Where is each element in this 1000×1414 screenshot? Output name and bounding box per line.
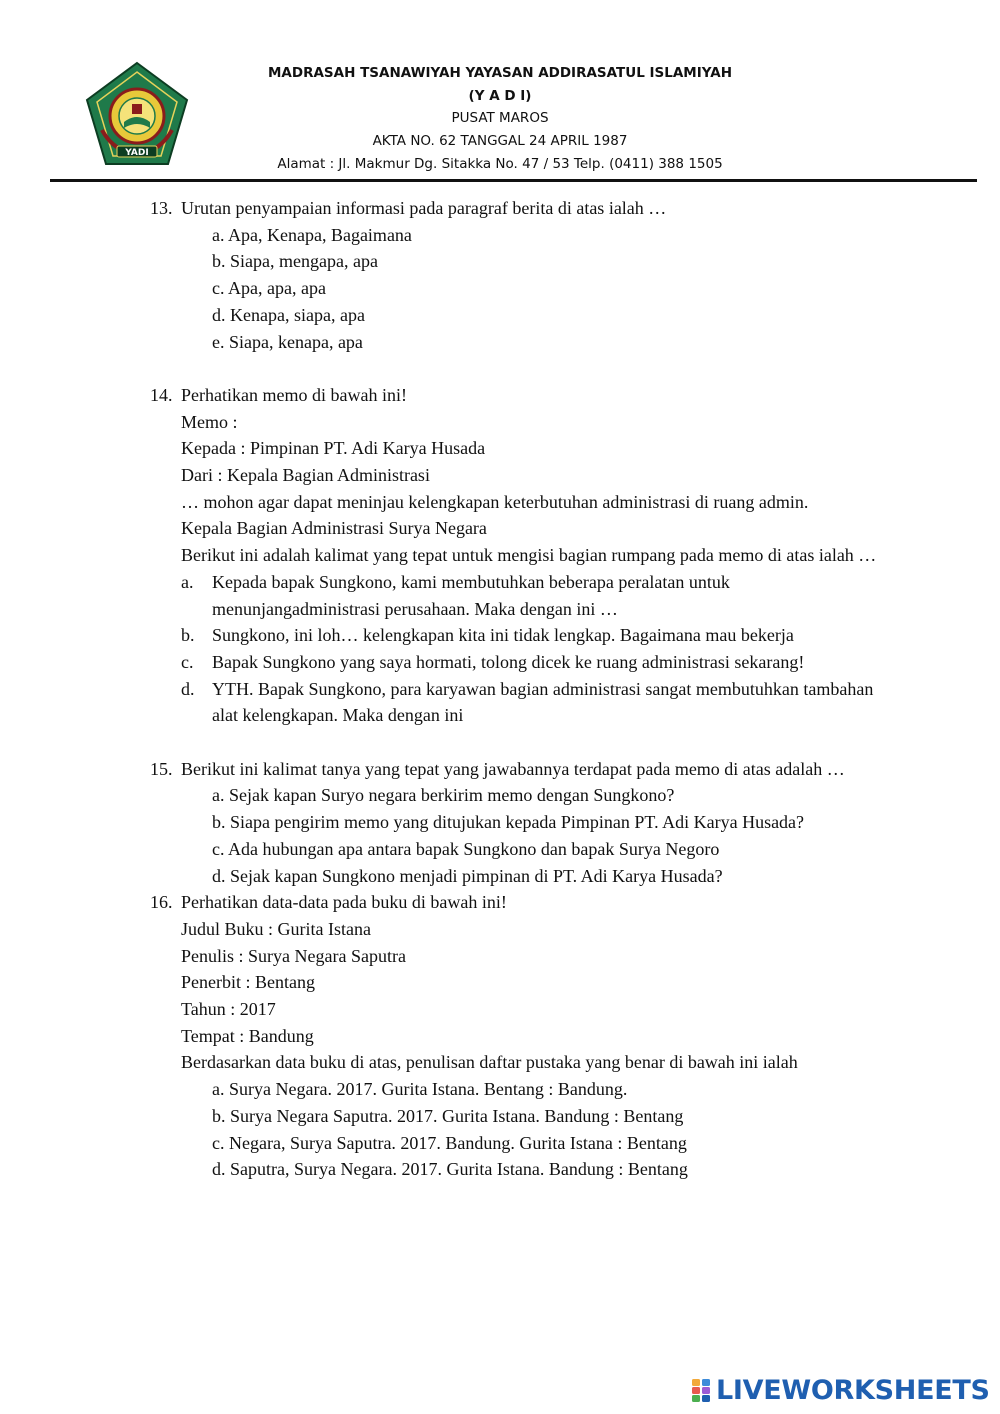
- question-number: 15.: [150, 758, 173, 779]
- option-b[interactable]: b. Surya Negara Saputra. 2017. Gurita Istana. Bandung : Bentang: [212, 1105, 684, 1126]
- question-text: Urutan penyampaian informasi pada paragraf berita di atas ialah …: [181, 198, 667, 218]
- book-publisher: Penerbit : Bentang: [181, 972, 315, 993]
- option-c[interactable]: c. Negara, Surya Saputra. 2017. Bandung. Gurita Istana : Bentang: [212, 1132, 687, 1153]
- memo-body: … mohon agar dapat meninjau kelengkapan keterbutuhan administrasi di ruang admin.: [181, 491, 809, 512]
- school-address: Alamat : Jl. Makmur Dg. Sitakka No. 47 / 53 Telp. (0411) 388 1505: [277, 155, 723, 172]
- option-letter: a.: [181, 571, 194, 592]
- question-13: [150, 195, 890, 355]
- option-a[interactable]: [181, 569, 890, 622]
- school-name: MADRASAH TSANAWIYAH YAYASAN ADDIRASATUL ISLAMIYAH: [267, 65, 732, 81]
- option-letter: b.: [181, 625, 195, 646]
- question-number: 13.: [150, 198, 173, 218]
- question-text: Perhatikan memo di bawah ini!: [181, 384, 407, 405]
- letterhead: [0, 0, 1000, 185]
- option-d[interactable]: d. Kenapa, siapa, apa: [212, 304, 365, 325]
- question-text: Perhatikan data-data pada buku di bawah ini!: [181, 892, 507, 913]
- letterhead-text: [200, 62, 800, 176]
- option-letter: c.: [181, 651, 194, 672]
- book-year: Tahun : 2017: [181, 999, 276, 1020]
- liveworksheets-icon: [692, 1379, 712, 1403]
- question-number: 14.: [150, 384, 173, 405]
- option-a[interactable]: a. Sejak kapan Suryo negara berkirim memo dengan Sungkono?: [212, 785, 675, 806]
- question-16: [150, 889, 890, 1183]
- option-a[interactable]: a. Apa, Kenapa, Bagaimana: [212, 224, 412, 245]
- option-text: YTH. Bapak Sungkono, para karyawan bagian administrasi sangat membutuhkan tambahan alat kelengkapan. Maka dengan ini: [212, 678, 874, 726]
- option-c[interactable]: c. Ada hubungan apa antara bapak Sungkono dan bapak Surya Negoro: [212, 838, 720, 859]
- option-a[interactable]: a. Surya Negara. 2017. Gurita Istana. Bentang : Bandung.: [212, 1079, 628, 1100]
- option-c[interactable]: [181, 649, 890, 676]
- memo-from: Dari : Kepala Bagian Administrasi: [181, 465, 430, 486]
- school-deed: AKTA NO. 62 TANGGAL 24 APRIL 1987: [372, 133, 628, 150]
- option-text: Kepada bapak Sungkono, kami membutuhkan beberapa peralatan untuk menunjangadministrasi perusahaan. Maka dengan ini …: [212, 571, 730, 619]
- option-b[interactable]: b. Siapa, mengapa, apa: [212, 251, 378, 272]
- logo-label: YADI: [125, 148, 149, 158]
- option-letter: d.: [181, 678, 195, 699]
- brand-name: LIVEWORKSHEETS: [716, 1375, 990, 1406]
- school-logo: [84, 60, 190, 168]
- question-15: [150, 756, 890, 890]
- header-divider: [50, 179, 977, 182]
- option-d[interactable]: d. Saputra, Surya Negara. 2017. Gurita Istana. Bandung : Bentang: [212, 1159, 688, 1180]
- book-title: Judul Buku : Gurita Istana: [181, 918, 371, 939]
- question-number: 16.: [150, 892, 173, 913]
- memo-title: Memo :: [181, 411, 238, 432]
- question-prompt: Berikut ini adalah kalimat yang tepat untuk mengisi bagian rumpang pada memo di atas ialah …: [181, 545, 877, 566]
- school-abbr: (Y A D I): [468, 87, 532, 104]
- option-b[interactable]: [181, 622, 890, 649]
- question-prompt: Berdasarkan data buku di atas, penulisan daftar pustaka yang benar di bawah ini ialah: [181, 1052, 798, 1073]
- option-text: Bapak Sungkono yang saya hormati, tolong dicek ke ruang administrasi sekarang!: [212, 651, 805, 672]
- option-d[interactable]: [181, 676, 890, 729]
- liveworksheets-brand: [692, 1374, 990, 1408]
- option-c[interactable]: c. Apa, apa, apa: [212, 278, 326, 299]
- question-14: [150, 382, 890, 729]
- memo-to: Kepada : Pimpinan PT. Adi Karya Husada: [181, 438, 486, 459]
- book-author: Penulis : Surya Negara Saputra: [181, 945, 406, 966]
- memo-signature: Kepala Bagian Administrasi Surya Negara: [181, 518, 487, 539]
- book-place: Tempat : Bandung: [181, 1025, 314, 1046]
- option-b[interactable]: b. Siapa pengirim memo yang ditujukan kepada Pimpinan PT. Adi Karya Husada?: [212, 812, 805, 833]
- question-text: Berikut ini kalimat tanya yang tepat yang jawabannya terdapat pada memo di atas adalah …: [181, 758, 845, 779]
- school-location: PUSAT MAROS: [451, 110, 549, 127]
- question-list: [150, 195, 890, 1183]
- option-e[interactable]: e. Siapa, kenapa, apa: [212, 331, 363, 352]
- option-d[interactable]: d. Sejak kapan Sungkono menjadi pimpinan di PT. Adi Karya Husada?: [212, 865, 723, 886]
- option-text: Sungkono, ini loh… kelengkapan kita ini tidak lengkap. Bagaimana mau bekerja: [212, 625, 794, 646]
